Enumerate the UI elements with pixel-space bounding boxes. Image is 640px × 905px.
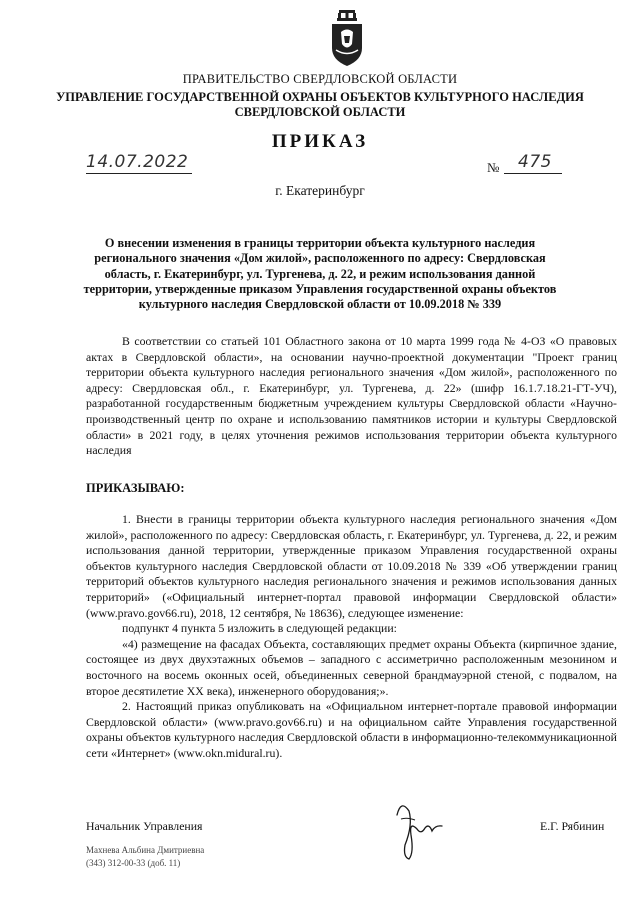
executor-phone: (343) 312-00-33 (доб. 11) — [86, 858, 181, 868]
number-label: № — [487, 160, 500, 175]
department-line-2: СВЕРДЛОВСКОЙ ОБЛАСТИ — [234, 105, 406, 119]
item-1: 1. Внести в границы территории объекта культурного наследия регионального значения «Дом жилой», расположенного по адресу: Свердловская область, г. Екатеринбург, ул. Тургенева, д. 22, и режим использования данной территории, утвержденные приказом Управления государственной охраны объектов культурного наследия Свердловской области от 10.09.2018 № 339 «Об утверждении границ территорий объектов культурного наследия регионального значения и режимов использования данных территорий» («Официальный интернет-портал правовой информации Свердловской области» (www.pravo.gov66.ru), 2018, 12 сентября, № 18636), следующее изменение: — [86, 512, 617, 620]
quoted-provision: «4) размещение на фасадах Объекта, составляющих предмет охраны Объекта (кирпичное здание, состоящее из двух двухэтажных объемов – западного с ассиметрично расположенным мезонином и восточного на восемь оконных осей, объединенных северной брандмауэрной стеной, с подвалом, на второе десятилетие XX века), инженерного оборудования;». — [86, 636, 617, 698]
department-name — [0, 90, 640, 120]
signatory-name: Е.Г. Рябинин — [540, 819, 605, 833]
item-2: 2. Настоящий приказ опубликовать на «Официальном интернет-портале правовой информации Свердловской области» (www.pravo.gov66.ru) и на официальном сайте Управления государственной охраны объектов культурного наследия Свердловской области в информационно-телекоммуникационной сети «Интернет» (www.okn.midural.ru). — [86, 699, 617, 760]
preamble-section — [86, 334, 617, 459]
order-date: 14.07.2022 — [86, 152, 189, 172]
order-number: 475 — [518, 152, 552, 172]
order-title-line-3: область, г. Екатеринбург, ул. Тургенева, д. 22, и режим использования данной — [104, 266, 536, 281]
order-title-line-1: О внесении изменения в границы территории объекта культурного наследия — [104, 236, 536, 250]
coat-of-arms-icon — [327, 10, 367, 68]
department-line-1: УПРАВЛЕНИЕ ГОСУДАРСТВЕННОЙ ОХРАНЫ ОБЪЕКТОВ КУЛЬТУРНОГО НАСЛЕДИЯ — [56, 90, 584, 104]
preamble-paragraph: В соответствии со статьей 101 Областного закона от 10 марта 1999 года № 4-ОЗ «О правовых актах в Свердловской области», на основании научно-проектной документации "Проект границ территории объекта культурного наследия регионального значения «Дом жилой», расположенного по адресу: Свердловская обл., г. Екатеринбург, ул. Тургенева, д. 22» (шифр 16.1.7.18.21-ГТ-УЧ), разработанной государственным бюджетным учреждением культуры Свердловской области «Научно-производственный центр по охране и использованию памятников истории и культуры Свердловской области» в 2021 году, в целях уточнения режимов использования территории объекта культурного наследия — [86, 334, 617, 458]
number-underline — [504, 173, 562, 174]
sub-item: подпункт 4 пункта 5 изложить в следующей редакции: — [122, 621, 397, 636]
order-title-line-2: регионального значения «Дом жилой», расположенного по адресу: Свердловская — [94, 251, 546, 266]
order-items — [86, 512, 617, 762]
order-word: ПРИКАЗЫВАЮ: — [86, 481, 185, 495]
city: г. Екатеринбург — [275, 183, 365, 198]
signatory-position: Начальник Управления — [86, 819, 203, 833]
order-title-line-4: территории, утвержденные приказом Управления государственной охраны объектов — [83, 281, 557, 296]
date-underline — [86, 173, 192, 174]
government-name: ПРАВИТЕЛЬСТВО СВЕРДЛОВСКОЙ ОБЛАСТИ — [182, 72, 458, 86]
order-title-line-5: культурного наследия Свердловской области от 10.09.2018 № 339 — [138, 297, 502, 312]
document-type: ПРИКАЗ — [271, 131, 369, 152]
executor-name: Махнева Альбина Дмитриевна — [86, 845, 205, 855]
order-title — [0, 236, 640, 312]
handwritten-signature — [387, 795, 451, 865]
